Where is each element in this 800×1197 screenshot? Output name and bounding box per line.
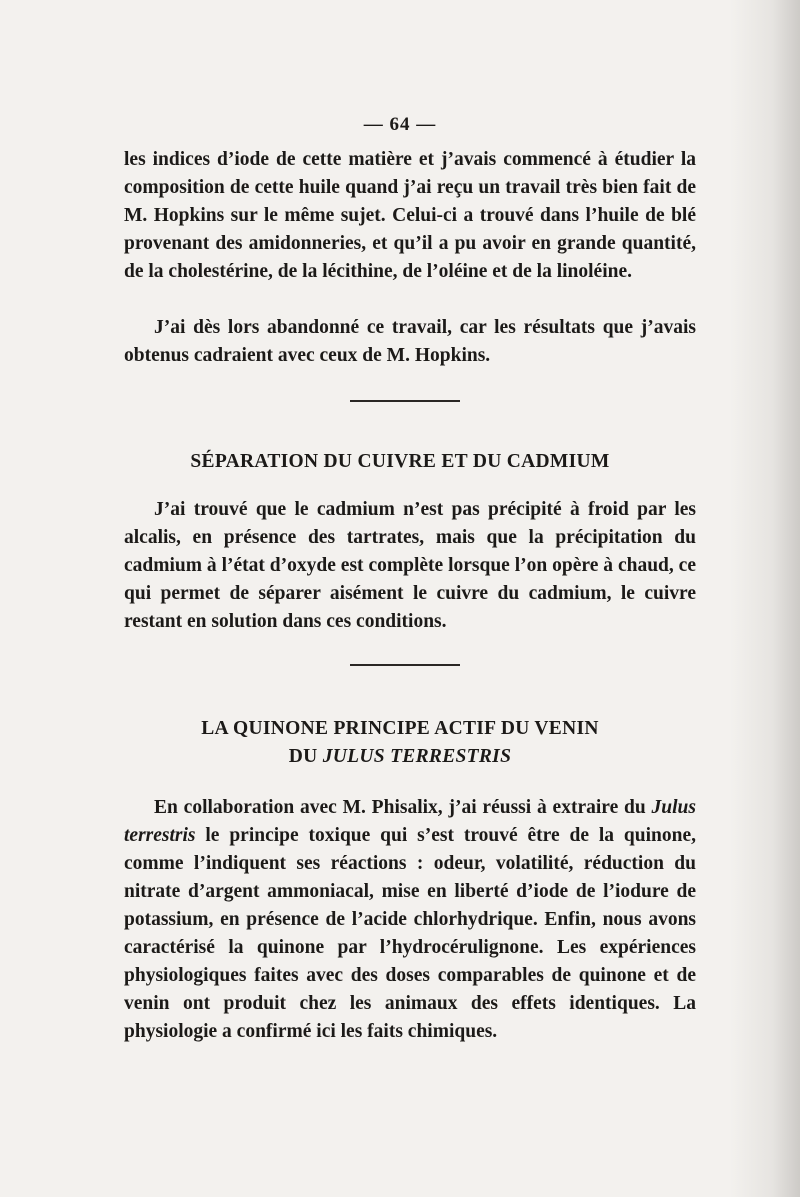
paragraph-separation (124, 496, 696, 636)
page-edge-shadow (730, 0, 800, 1197)
title-species: JULUS TERRESTRIS (322, 746, 512, 767)
page-number: — 64 — (363, 114, 437, 135)
paragraph-quinone-species: Julus terrestris (124, 797, 696, 846)
paragraph-intro-2-text: J’ai dès lors abandonné ce travail, car les résultats que j’avais obtenus cadraient avec ceux de M. Hopkins. (124, 317, 696, 366)
paragraph-quinone-start: En collaboration avec M. Phisalix, j’ai réussi à extraire du (154, 797, 646, 818)
section-title-quinone-line2 (0, 746, 800, 768)
section-title-separation: SÉPARATION DU CUIVRE ET DU CADMIUM (190, 451, 610, 472)
section-divider-1 (350, 400, 460, 402)
paragraph-intro-1: les indices d’iode de cette matière et j’avais commencé à étudier la composition de cette huile quand j’ai reçu un travail très bien fait de M. Hopkins sur le même sujet. Celui-ci a trouvé dans l’huile de blé provenant des amidonneries, et qu’il a pu avoir en grande quantité, de la cholestérine, de la lécithine, de l’oléine et de la linoléine. (124, 149, 696, 282)
paragraph-separation-text: J’ai trouvé que le cadmium n’est pas précipité à froid par les alcalis, en présence des tartrates, mais que la précipitation du cadmium à l’état d’oxyde est complète lorsque l’on opère à chaud, ce qui permet de séparer aisément le cuivre du cadmium, le cuivre restant en solution dans ces conditions. (124, 499, 696, 632)
paragraph-intro-2 (124, 314, 696, 370)
title-prefix: DU (288, 746, 323, 767)
section-divider-2 (350, 664, 460, 666)
section-title-quinone-line1: LA QUINONE PRINCIPE ACTIF DU VENIN (201, 718, 599, 739)
paragraph-quinone-rest: le principe toxique qui s’est trouvé être de la quinone, comme l’indiquent ses réactions : odeur, volatilité, réduction du nitrate d’argent ammoniacal, mise en liberté d’iode de l’iodure de potassium, en présence de l’acide chlorhydrique. Enfin, nous avons caractérisé la quinone par l’hydrocérulignone. Les expériences physiologiques faites avec des doses comparables de quinone et de venin ont produit chez les animaux des effets identiques. La physiologie a confirmé ici les faits chimiques. (124, 825, 696, 1042)
paragraph-quinone (124, 794, 696, 1046)
